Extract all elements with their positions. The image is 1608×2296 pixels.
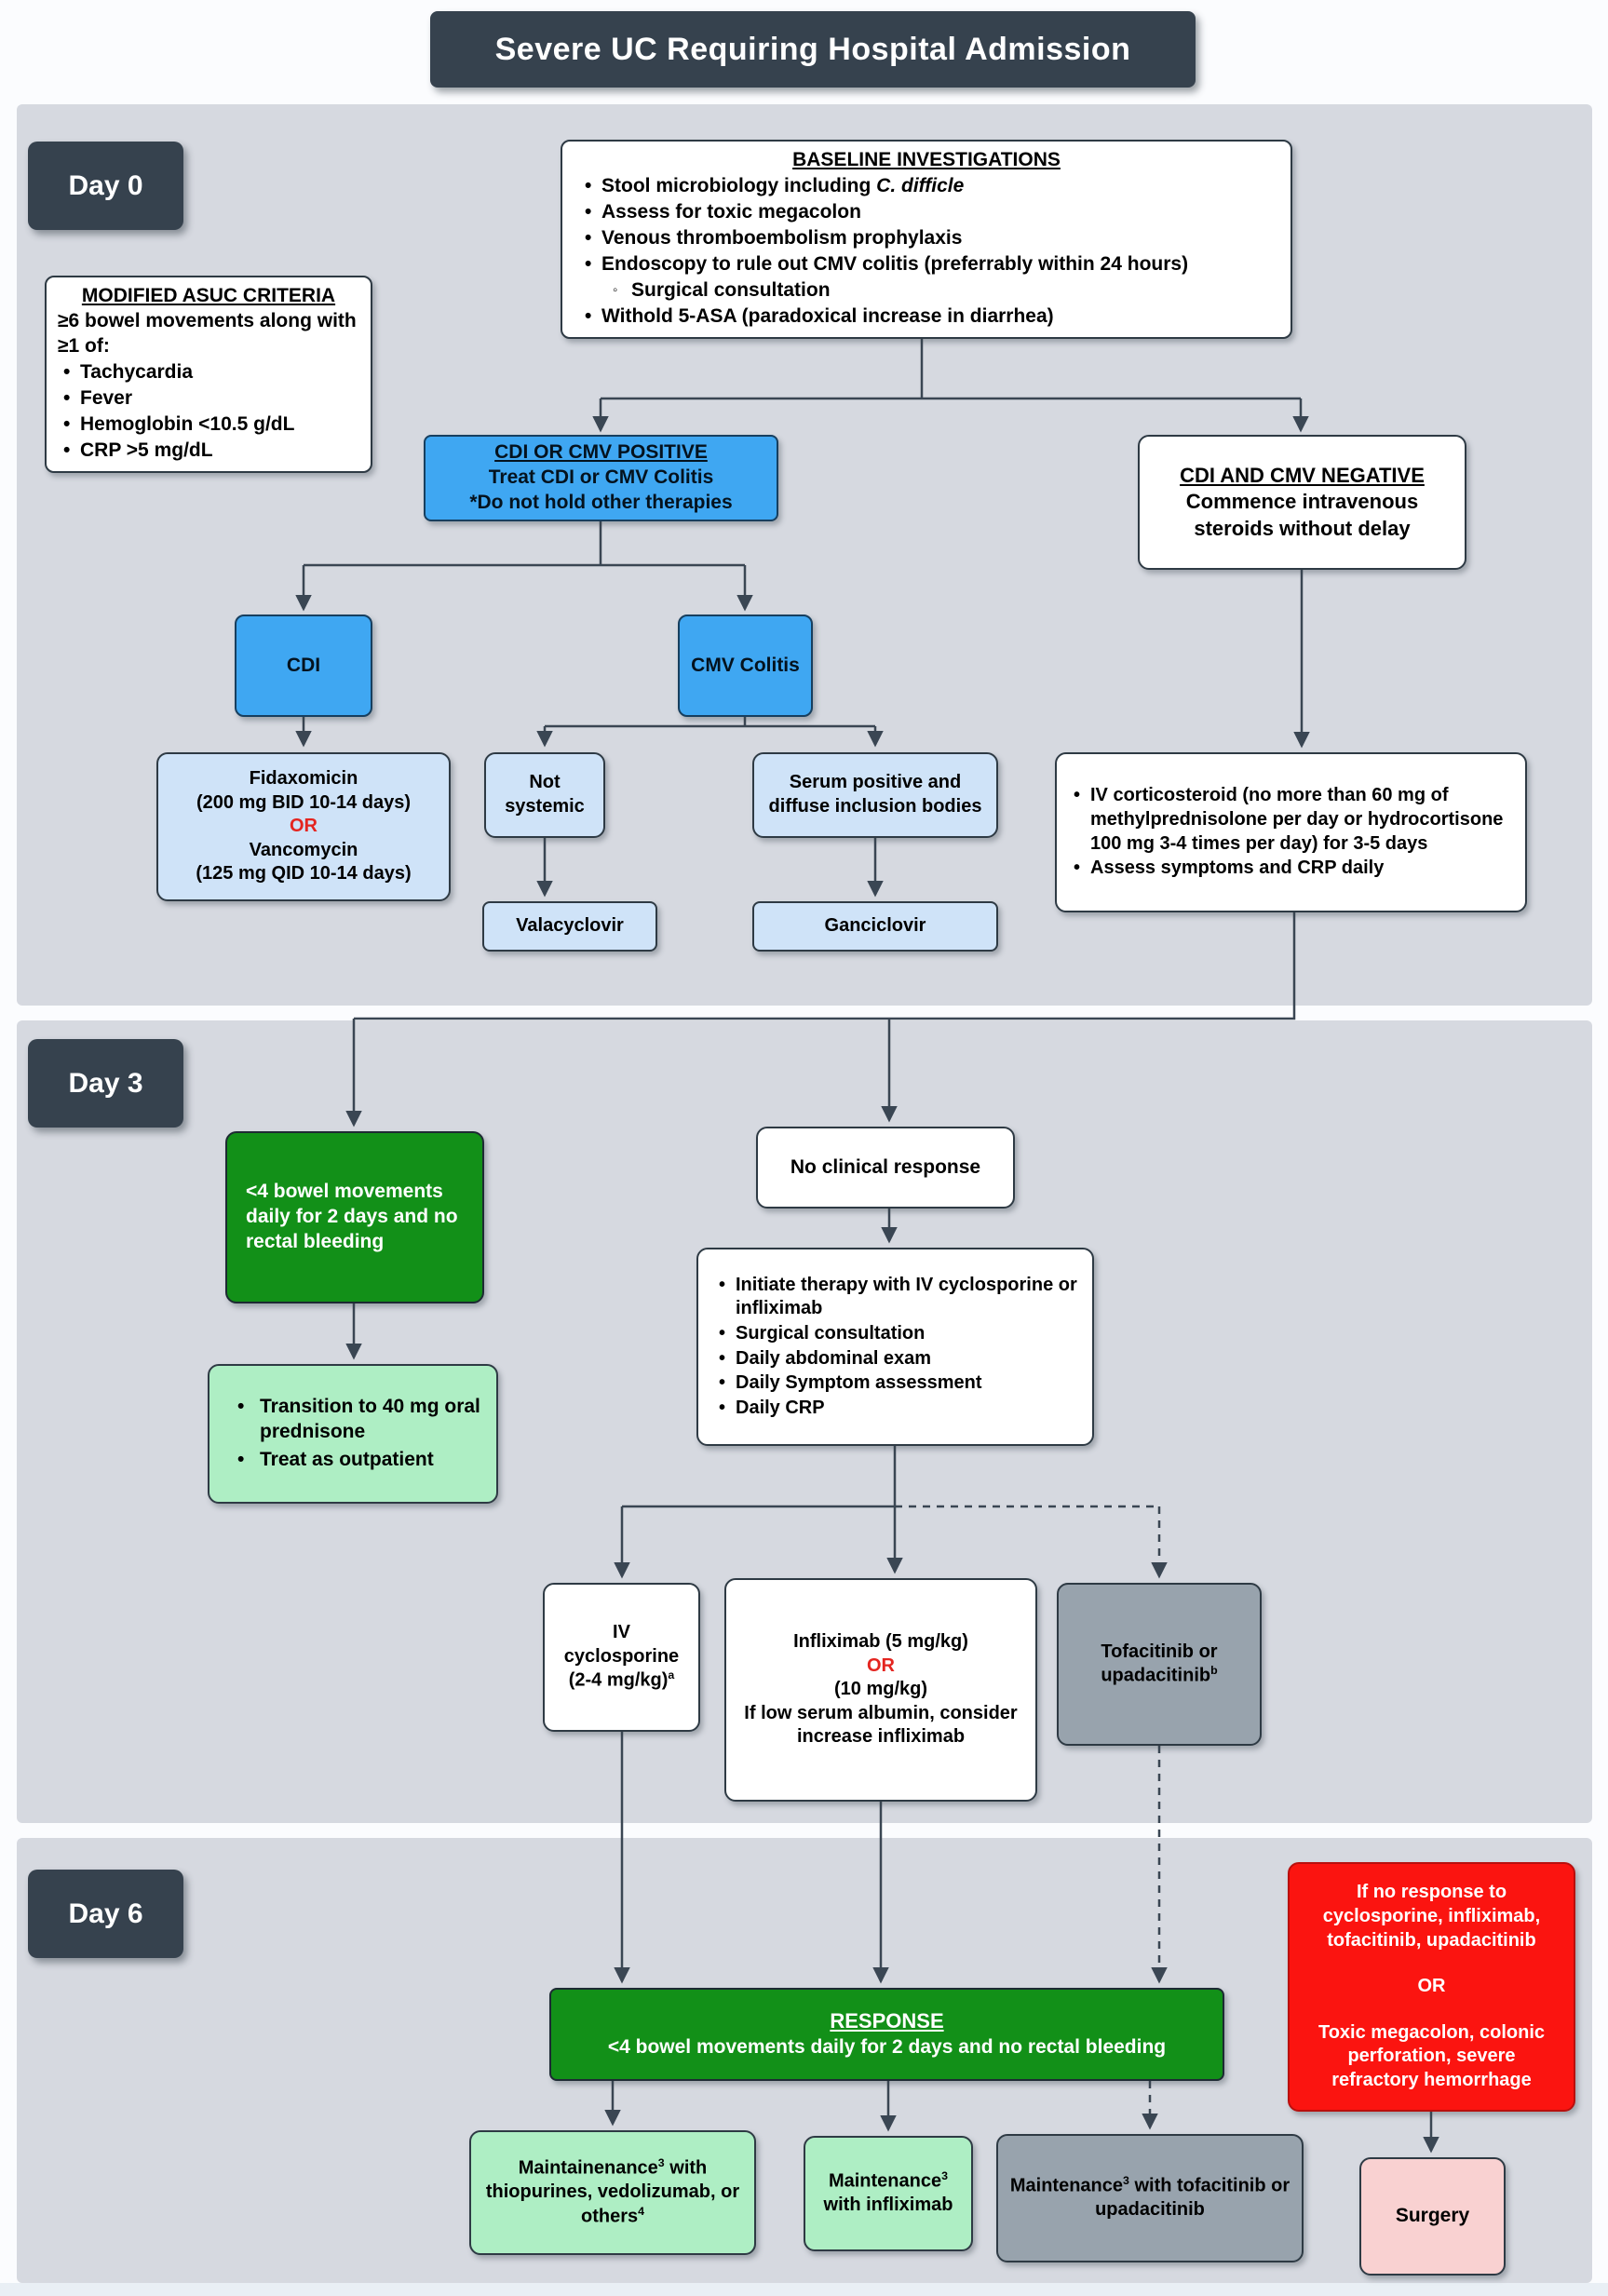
cdi-box-text: CDI [286, 654, 321, 676]
cdi-cmv-positive-box [424, 435, 778, 521]
valacyclovir-text: Valacyclovir [516, 915, 624, 937]
tofacitinib-box [1057, 1583, 1262, 1746]
day3-plan-item: • Daily CRP [713, 1397, 1077, 1421]
transition-outpatient-box [208, 1364, 498, 1504]
asuc-list [58, 359, 294, 465]
baseline-list [579, 173, 1188, 330]
iv-corticosteroid-item: • Assess symptoms and CRP daily [1068, 857, 1514, 881]
fidaxomicin-or: OR [290, 816, 318, 837]
iv-cyclosporine-line1: IV [613, 1622, 630, 1643]
maint1-footnote3: 3 [657, 2155, 665, 2169]
red-box-or: OR [1417, 1976, 1446, 1997]
maintenance-thiopurines-box [469, 2130, 756, 2255]
asuc-item: • Tachycardia [58, 360, 294, 385]
day3-plan-box [696, 1248, 1094, 1446]
baseline-title: BASELINE INVESTIGATIONS [792, 149, 1061, 171]
bottom-strip [0, 2283, 1608, 2296]
valacyclovir-box [482, 901, 657, 952]
asuc-item: • Fever [58, 386, 294, 412]
day0-label-text: Day 0 [68, 169, 143, 201]
surgery-box [1359, 2157, 1506, 2276]
baseline-item-stool-text: Stool microbiology including [601, 175, 877, 197]
vancomycin-dose: (125 mg QID 10-14 days) [196, 863, 412, 885]
baseline-subitem-surgical: ◦ Surgical consultation [579, 278, 1188, 304]
not-systemic-text: Not systemic [505, 772, 585, 817]
day3-plan-list [713, 1273, 1077, 1422]
day6-response-line2: <4 bowel movements daily for 2 days and no rectal bleeding [607, 2035, 1167, 2058]
infliximab-box [724, 1578, 1037, 1802]
asuc-title: MODIFIED ASUC CRITERIA [81, 285, 336, 307]
maintenance-infliximab-text [817, 2169, 960, 2218]
cdi-cmv-negative-title: CDI AND CMV NEGATIVE [1180, 464, 1425, 488]
transition-item: • Transition to 40 mg oral prednisone [223, 1395, 483, 1445]
maint3-footnote: 3 [1123, 2174, 1129, 2188]
infliximab-or: OR [867, 1654, 895, 1676]
maint1-pre: Maintainenance [518, 2157, 658, 2179]
maint3-post: with tofacitinib or upadacitinib [1095, 2175, 1290, 2221]
ganciclovir-box [752, 901, 998, 952]
cdi-cmv-negative-box [1138, 435, 1466, 570]
iv-cyclosporine-line3 [569, 1668, 675, 1693]
day3-plan-item: • Daily abdominal exam [713, 1347, 1077, 1371]
baseline-item-withold: • Withold 5-ASA (paradoxical increase in diarrhea) [579, 304, 1188, 330]
tofacitinib-footnote: b [1210, 1664, 1218, 1678]
iv-cyclosporine-box [543, 1583, 700, 1732]
serum-positive-text: Serum positive and diffuse inclusion bodies [768, 772, 982, 817]
asuc-criteria-box [45, 276, 372, 473]
surgery-text: Surgery [1395, 2205, 1470, 2227]
asuc-intro: ≥6 bowel movements along with ≥1 of: [58, 310, 357, 358]
transition-item: • Treat as outpatient [223, 1448, 483, 1473]
day3-response-box [225, 1131, 484, 1303]
day6-label [28, 1870, 183, 1958]
serum-positive-box [752, 752, 998, 838]
cdi-cmv-positive-title: CDI OR CMV POSITIVE [494, 441, 708, 464]
no-clinical-response-box [756, 1127, 1015, 1209]
tofacitinib-text [1070, 1641, 1249, 1689]
red-box-line1: If no response to cyclosporine, infliximab, tofacitinib, upadacitinib [1322, 1882, 1541, 1951]
iv-corticosteroid-item: • IV corticosteroid (no more than 60 mg of methylprednisolone per day or hydrocortisone 100 mg 3-4 times per day) for 3-5 days [1068, 784, 1514, 856]
tofacitinib-label: Tofacitinib or upadacitinib [1101, 1641, 1218, 1686]
asuc-item: • Hemoglobin <10.5 g/dL [58, 412, 294, 438]
maintenance-tofacitinib-box [996, 2134, 1304, 2262]
vancomycin-line: Vancomycin [249, 839, 358, 860]
day3-response-text: <4 bowel movements daily for 2 days and no rectal bleeding [246, 1181, 458, 1252]
maintenance-tofacitinib-text [1009, 2174, 1290, 2222]
maintenance-thiopurines-text [482, 2156, 743, 2229]
infliximab-line2: (10 mg/kg) [833, 1679, 928, 1700]
infliximab-line1: Infliximab (5 mg/kg) [793, 1631, 968, 1653]
day3-label-text: Day 3 [68, 1067, 143, 1099]
day6-response-box [549, 1988, 1224, 2081]
cdi-box [235, 615, 372, 717]
fidaxomicin-line2: (200 mg BID 10-14 days) [196, 791, 412, 813]
maint3-pre: Maintenance [1009, 2175, 1124, 2196]
fidaxomicin-line1: Fidaxomicin [249, 768, 358, 790]
cmv-colitis-box [678, 615, 813, 717]
red-box-line2: Toxic megacolon, colonic perforation, severe refractory hemorrhage [1317, 2021, 1545, 2090]
cdi-cmv-positive-line2: Treat CDI or CMV Colitis [488, 466, 714, 489]
baseline-item: • Endoscopy to rule out CMV colitis (preferrably within 24 hours) [579, 252, 1188, 277]
cmv-colitis-text: CMV Colitis [691, 654, 800, 676]
day0-label [28, 142, 183, 230]
ganciclovir-text: Ganciclovir [824, 915, 926, 937]
iv-corticosteroid-box [1055, 752, 1527, 912]
maint2-footnote: 3 [941, 2169, 949, 2183]
baseline-item: • Venous thromboembolism prophylaxis [579, 226, 1188, 251]
maint2-post: with infliximab [823, 2195, 953, 2216]
day3-plan-item: • Daily Symptom assessment [713, 1371, 1077, 1396]
day3-label [28, 1039, 183, 1128]
iv-cyclosporine-dose: (2-4 mg/kg) [568, 1670, 669, 1692]
day6-label-text: Day 6 [68, 1898, 143, 1929]
asuc-item: • CRP >5 mg/dL [58, 439, 294, 464]
page-title [430, 11, 1196, 88]
not-systemic-box [484, 752, 605, 838]
maint1-footnote4: 4 [638, 2204, 645, 2218]
transition-list [223, 1392, 483, 1476]
no-response-red-box [1288, 1862, 1575, 2112]
fidaxomicin-vancomycin-box [156, 752, 451, 901]
baseline-item-stool-italic: C. difficle [876, 175, 965, 197]
no-clinical-response-text: No clinical response [790, 1155, 981, 1178]
page-title-text: Severe UC Requiring Hospital Admission [494, 31, 1131, 67]
cdi-cmv-negative-line2: Commence intravenous steroids without delay [1185, 490, 1419, 540]
iv-cyclosporine-line2: cyclosporine [563, 1645, 680, 1667]
day3-plan-item: • Initiate therapy with IV cyclosporine or infliximab [713, 1274, 1077, 1321]
baseline-item: • Assess for toxic megacolon [579, 200, 1188, 225]
maint1-mid: with thiopurines, vedolizumab, or others [485, 2157, 740, 2227]
day3-plan-item: • Surgical consultation [713, 1322, 1077, 1346]
day6-response-title: RESPONSE [830, 2009, 944, 2033]
iv-corticosteroid-list [1068, 783, 1514, 881]
baseline-item-stool [579, 174, 1188, 199]
baseline-investigations-box [561, 140, 1292, 339]
cdi-cmv-positive-line3: *Do not hold other therapies [469, 491, 733, 513]
iv-cyclosporine-footnote: a [668, 1668, 675, 1682]
maintenance-infliximab-box [804, 2136, 973, 2251]
maint2-pre: Maintenance [828, 2170, 942, 2192]
infliximab-line3: If low serum albumin, consider increase infliximab [744, 1702, 1018, 1748]
